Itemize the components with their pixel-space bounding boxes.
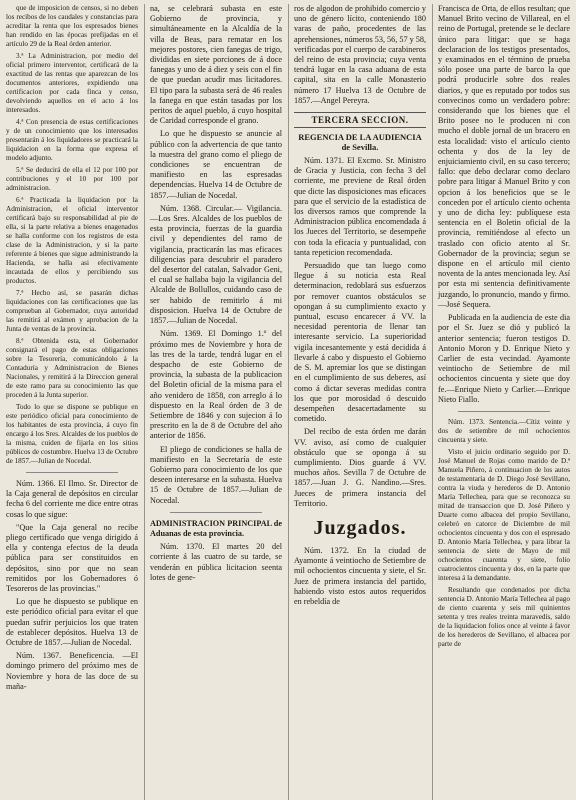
paragraph: Francisca de Orta, de ellos resultan; que Manuel Brito vecino de Villareal, en el reino de Portugal, pretende se le declare único para litigar: que se haga declaracion de los testigos presentados, y examinados en el término de prueba sólo posee una parte de barco la que podrá producirle sobre dos reales diarios, y que es reputado por todos sus convecinos como un verdadero pobre: considerando que los bienes que el Brito posee no le producen ni con mucho el doble jornal de un bracero en esta localidad: visto el artículo ciento ochenta y dos de la ley de enjuiciamiento civil, en su caso tercero; fallo: que debo declarar como declaro pobre para litigar á Manuel Brito y con opcion á los beneficios que se le conceden por el artículo ciento ochenta y uno de dicha ley: publíquese esta sentencia en el Boletin oficial de la provincia, remitiéndose al efecto un traslado con oficio atento al Sr. Gobernador de la provincia; segun se dispone en el artículo mil ciento noventa de la antes mencionada ley. Así por esta mi sentencia definitivamente juzgando, lo pronuncio, mando y firmo.—José Sequera. <box>438 4 570 309</box>
paragraph: Lo que he dispuesto se publique en este periódico oficial para evitar el que puedan sufrir perjuicios los que traten de establecer depósitos. Huelva 13 de Octubre de 1857.—Julian de Nocedal. <box>6 597 138 648</box>
paragraph: Persuadido que tan luego como llegue á su noticia esta Real determinacion, redoblará sus esfuerzos por remover cuantos obstáculos se opongan á su cumplimiento exacto y puntual, escuso encarecer á VV. la necesidad perentoria de llenar tan interesante servicio. La superioridad vigila incesantemente y está decidida á llevarle á cabo y dispuesto el Gobierno de S. M. apremiar los que se distingan en el cumplimiento de sus deberes, así como á dictar severas medidas contra los que por morosidad ó descuido desempeñen desacertadamente su cometido. <box>294 261 426 424</box>
divider <box>458 411 550 412</box>
juzgados-heading: Juzgados. <box>313 516 407 539</box>
paragraph: Núm. 1373. Sentencia.—Cítiz veinte y dos de setiembre de mil ochocientos cincuenta y siete. <box>438 417 570 444</box>
paragraph: Del recibo de esta órden me darán VV. aviso, así como de cualquier obstáculo que se oponga á su cumplimiento. Dios guarde á VV. muchos años. Sevilla 7 de Octubre de 1857.—Juan J. G. Nandino.—Sres. Jueces de primera instancia del Territorio. <box>294 427 426 508</box>
paragraph: "Que la Caja general no recibe pliego certificado que venga dirigido á ella y contenga efectos de la deuda pública para ser constituidos en depósitos, sino por que no sean remitidos por los Gobernadores ó Tesoreros de las provincias." <box>6 522 138 594</box>
paragraph: 4.ª Con presencia de estas certificaciones y de un conocimiento que los interesados presentarán á los liquidadores se practicará la liquidacion en la forma que expresa el modelo adjunto. <box>6 118 138 162</box>
section-subtitle: REGENCIA DE LA AUDIENCIA de Sevilla. <box>298 132 422 153</box>
paragraph: Núm. 1369. El Domingo 1.º del próximo mes de Noviembre y hora de las tres de la tarde, tendrá lugar en el despacho de este Gobierno de provincia, la subasta de la publicacion del Boletin oficial de la misma para el año venidero de 1858, con arreglo á lo dispuesto en la Real órden de 3 de Setiembre de 1846 y con sujecion á lo prescrito en la de 8 de Octubre del año anterior de 1856. <box>150 329 282 441</box>
paragraph: 7.ª Hecho así, se pasarán dichas liquidaciones con las certificaciones que las comprueban al Gobernador, cuya autoridad las remitirá al exámen y aprobacion de la Junta de ventas de la provincia. <box>6 289 138 333</box>
paragraph: 6.ª Practicada la liquidacion por la Administracion, el oficial interventor certificará bajo su responsabilidad al pie de ella, si la parte relativa a bienes enagenados se halla conforme con los registros de esta clase de la Administracion, y si la parte referente á bienes que sigue administrando la Hacienda, se halla asi efectivamente incautada de ellos y percibiendo sus productos. <box>6 196 138 285</box>
paragraph: ros de algodon de prohibido comercio y uno de género lícito, conteniendo 180 varas de paño, procedentes de las aprehensiones, números 53, 56, 57 y 58, verificadas por el cuerpo de carabineros del reino de esta provincia; cuya venta tendrá lugar en la casa aduana de esta capital, sita en la calle Monasterio número 17 Huelva 13 de Octubre de 1857.—Angel Pereyra. <box>294 4 426 105</box>
paragraph: 8.ª Obtenida esta, el Gobernador consignará el pago de estas obligaciones sobre la Tesorería, comunicándolo á la Contaduría y Administracion de Bienes Nacionales, y remitirá á la Direccion general de este ramo para su conocimiento las que proceden á la Junta superior. <box>6 337 138 399</box>
paragraph: 5.ª Se deducirá de ella el 12 por 100 por contribuciones y el 10 por 100 por administracion. <box>6 166 138 192</box>
paragraph: Núm. 1370. El martes 20 del corriente á las cuatro de su tarde, se venderán en pública licitacion seenta lotes de gene- <box>150 542 282 582</box>
paragraph: Núm. 1372. En la ciudad de Ayamonte á veintiocho de Setiembre de mil ochocientos cincuenta y siete, el Sr. Juez de primera instancia del partido, habiendo visto estos autos requeridos en rebeldía de <box>294 545 426 606</box>
section-title: TERCERA SECCION. <box>294 112 426 128</box>
paragraph: Todo lo que se dispone se publique en este periódico oficial para conocimiento de los habitantes de esta provincia, á cuyo fin encargo á los Sres. Alcaldes de los pueblos de la misma, cuiden de fijarla en los sitios públicos de costumbre. Huelva 13 de Octubre de 1857.—Julian de Nocedal. <box>6 403 138 465</box>
paragraph: El pliego de condiciones se halla de manifiesto en la Secretaría de este Gobierno para conocimiento de los que deseen interesarse en la subasta. Huelva 15 de Octubre de 1857.—Julian de Nocedal. <box>150 444 282 505</box>
paragraph: Visto el juicio ordinario seguido por D. José Manuel de Rojas como marido de D.ª Manuela Piñero, á continuacion de los autos de testamentaría de D. Diego José Sevillano, contra la viuda y herederos de D. Antonio María Tellechea, para que se reconozca su mitad de transaccion que D. José Piñero y Duarte como albacea del propio Sevillano, celebró en catorce de Diciembre de mil ochocientos cincuenta y dos con el espresado D. Antonio María Tellechea, y para librar la sentencia de siete de Mayo de mil ochocientos cuarenta y siete, folio cuatrocientos cincuenta y dos, en la parte que interesa á la demandante. <box>438 447 570 582</box>
column-1 <box>6 4 138 800</box>
section-heading: ADMINISTRACION PRINCIPAL de Aduanas de esta provincia. <box>150 518 282 538</box>
paragraph: Núm. 1371. El Excmo. Sr. Ministro de Gracia y Justicia, con fecha 3 del corriente, me previene de Real órden que dicte las disposiciones mas eficaces para que el servicio de la estadística de los diversos ramos que comprende la Administracion pública encomendada á los Jueces del Territorio, se desempeñe con toda la eficacia y puntualidad, con tanta repeticion recomendada. <box>294 156 426 257</box>
paragraph: Núm. 1367. Beneficencia. —El domingo primero del próximo mes de Noviembre y hora de las doce de su maña- <box>6 651 138 691</box>
paragraph: na, se celebrará subasta en este Gobierno de provincia, y simultáneamente en la Alcaldía de la villa de Beas, para rematar en los mejores postores, cien fanegas de trigo, divididas en siete porciones de á doce fanegas y uno de á diez y seis con el fin de que puedan acudir mas licitadores. El tipo para la subasta será de 46 reales la fanega en que están tasadas por los peritos de aquel pueblo, á cuyo hospital de Caridad corresponde el grano. <box>150 4 282 126</box>
column-3 <box>288 4 426 800</box>
paragraph: Publicada en la audiencia de este dia por el Sr. Juez se dió y publicó la anterior sentencia; fueron testigos D. Antonio Moron y D. Enrique Nieto y Carlier de esta vecindad. Ayamonte veintiocho de Setiembre de mil ochocientos cincuenta y siete que doy fe.—Enrique Nieto y Carlier.—Enrique Nieto Fiallo. <box>438 313 570 404</box>
paragraph: 3.ª La Administracion, por medio del oficial primero interventor, certificará de la exactitud de las rentas que aparezcan de los documentos anteriores, expidiendo una certificacion por cada finca y censo, devolviendo aquellos en el acto á los interesados. <box>6 52 138 114</box>
divider <box>170 512 262 513</box>
paragraph: Lo que he dispuesto se anuncie al público con la advertencia de que tanto la muestra del grano como el pliego de condiciones se encuentran de manifiesto en las espresadas dependencias. Huelva 14 de Octubre de 1857.—Julian de Nocedal. <box>150 129 282 200</box>
paragraph: que de imposicion de censos, si no deben los recibos de los caudales y constancias para acreditar la renta que los espresados bienes han rendido en las épocas prefijadas en el artículo 29 de la Real órden anterior. <box>6 4 138 48</box>
paragraph: Núm. 1368. Circular.— Vigilancia.—Los Sres. Alcaldes de los pueblos de esta provincia, fuerzas de la guardia civil y dependientes del ramo de vigilancia, practicarán las mas eficaces diligencias para descubrir el paradero del desertor del catalan, Salvador Geni, el cual se hallaba bajo la vigilancia del Alcalde de Bollullos, cuidando caso de ser habido de remitirlo á mi disposicion. Huelva 14 de Octubre de 1857.—Julian de Nocedal. <box>150 203 282 326</box>
paragraph: Núm. 1366. El Ilmo. Sr. Director de la Caja general de depósitos en circular fecha 6 del corriente me dice entre otras cosas lo que sigue: <box>6 479 138 519</box>
column-4 <box>432 4 570 800</box>
paragraph: Resultando que condenados por dicha sentencia D. Antonio María Tellechea al pago de ciento cuarenta y seis mil quinientos setenta y tres reales treinta maravedís, saldo de la liquidacion folios once al veinte á favor de los herederos de Sevillano, el albacea por parte de <box>438 585 570 648</box>
divider <box>26 472 118 473</box>
column-2 <box>144 4 282 800</box>
